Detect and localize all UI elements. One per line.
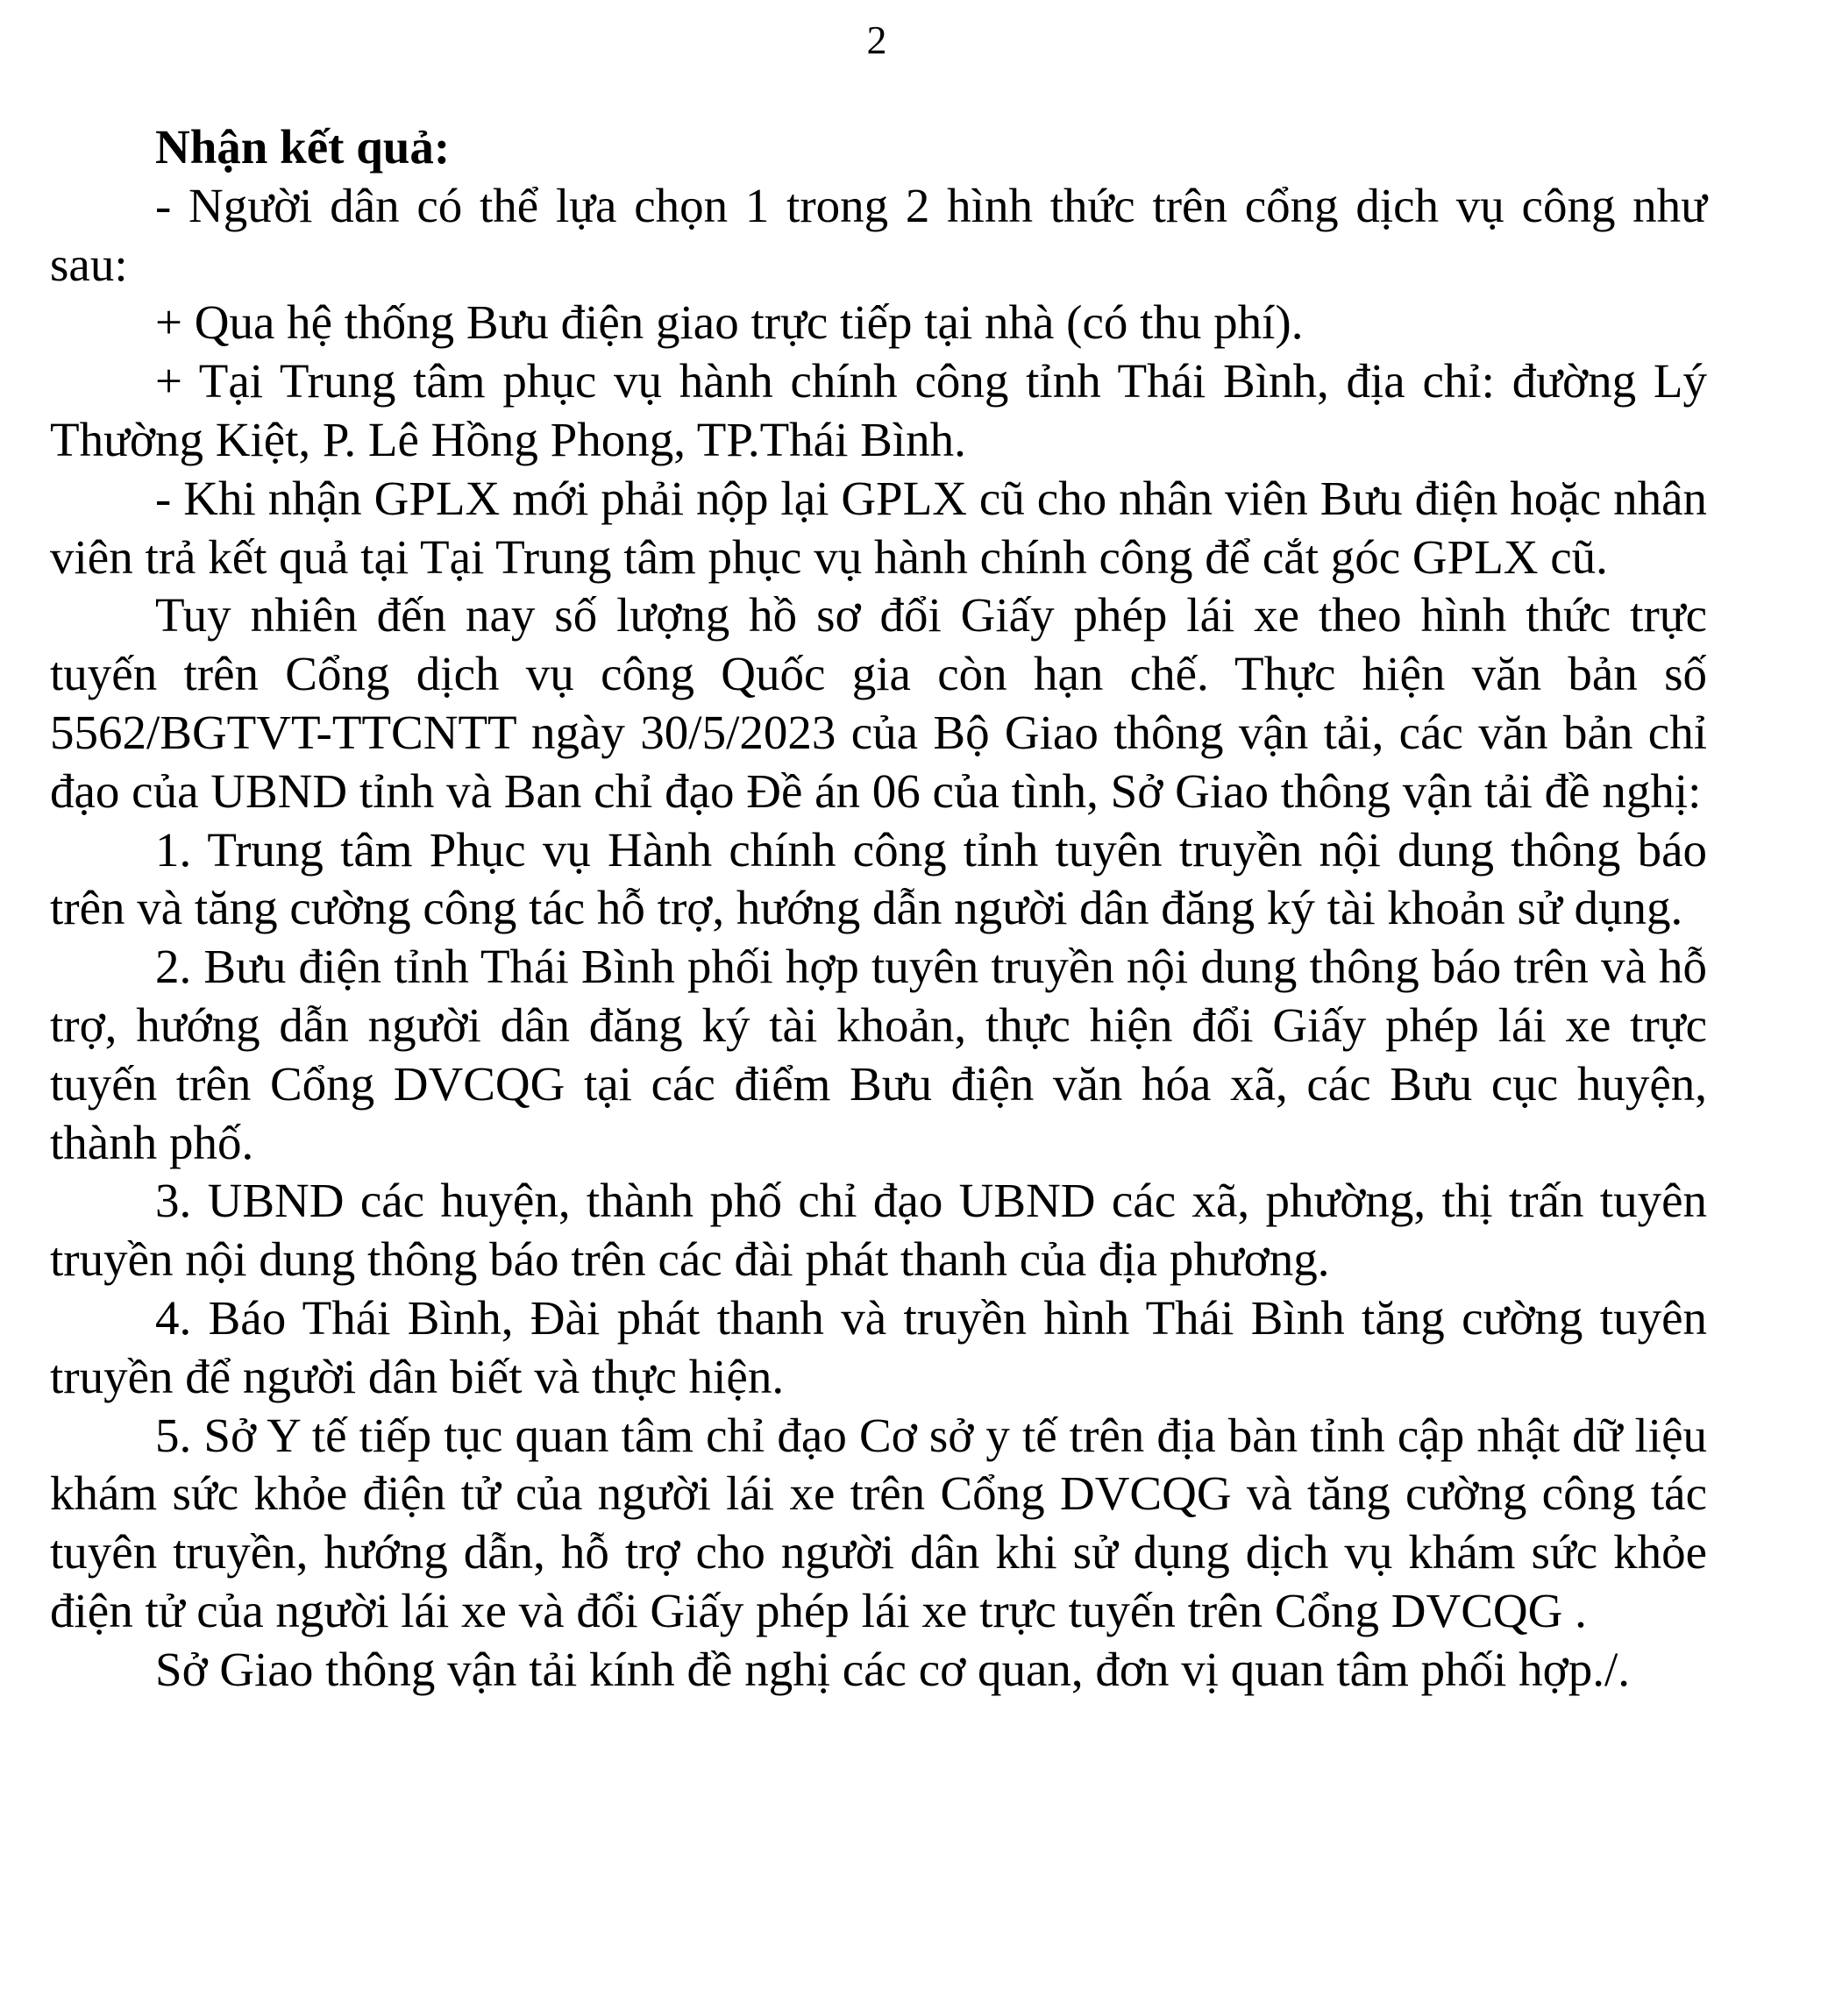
paragraph-closing: Sở Giao thông vận tải kính đề nghị các cơ quan, đơn vị quan tâm phối hợp./. [155,1642,1631,1696]
paragraph-item-3: 3. UBND các huyện, thành phố chỉ đạo UBND các xã, phường, thị trấn tuyên truyền nội dung thông báo trên các đài phát thanh của địa phương. [50,1174,1707,1287]
page-number: 2 [866,18,887,62]
paragraph-item-2: 2. Bưu điện tỉnh Thái Bình phối hợp tuyên truyền nội dung thông báo trên và hỗ trợ, hướng dẫn người dân đăng ký tài khoản, thực hiện đổi Giấy phép lái xe trực tuyến trên Cổng DVCQG tại các điểm Bưu điện văn hóa xã, các Bưu cục huyện, thành phố. [50,940,1707,1169]
paragraph-postal-delivery: + Qua hệ thống Bưu điện giao trực tiếp tại nhà (có thu phí). [155,295,1304,350]
paragraph-service-center: + Tại Trung tâm phục vụ hành chính công tỉnh Thái Bình, địa chỉ: đường Lý Thường Kiệt, P. Lê Hồng Phong, TP.Thái Bình. [50,354,1707,466]
paragraph-context: Tuy nhiên đến nay số lượng hồ sơ đổi Giấy phép lái xe theo hình thức trực tuyến trên Cổng dịch vụ công Quốc gia còn hạn chế. Thực hiện văn bản số 5562/BGTVT-TTCNTT ngày 30/5/2023 của Bộ Giao thông vận tải, các văn bản chỉ đạo của UBND tỉnh và Ban chỉ đạo Đề án 06 của tình, Sở Giao thông vận tải đề nghị: [50,588,1707,818]
section-heading: Nhận kết quả: [155,120,451,174]
paragraph-item-1: 1. Trung tâm Phục vụ Hành chính công tỉnh tuyên truyền nội dung thông báo trên và tăng cường công tác hỗ trợ, hướng dẫn người dân đăng ký tài khoản sử dụng. [50,822,1707,935]
document-body [50,118,1707,1700]
paragraph-item-5: 5. Sở Y tế tiếp tục quan tâm chỉ đạo Cơ sở y tế trên địa bàn tỉnh cập nhật dữ liệu khám sức khỏe điện tử của người lái xe trên Cổng DVCQG và tăng cường công tác tuyên truyền, hướng dẫn, hỗ trợ cho người dân khi sử dụng dịch vụ khám sức khỏe điện tử của người lái xe và đổi Giấy phép lái xe trực tuyến trên Cổng DVCQG . [50,1408,1707,1637]
paragraph-result-options: - Người dân có thể lựa chọn 1 trong 2 hình thức trên cổng dịch vụ công như sau: [50,178,1707,291]
paragraph-item-4: 4. Báo Thái Bình, Đài phát thanh và truyền hình Thái Bình tăng cường tuyên truyền để người dân biết và thực hiện. [50,1290,1707,1403]
paragraph-return-old-license: - Khi nhận GPLX mới phải nộp lại GPLX cũ cho nhân viên Bưu điện hoặc nhân viên trả kết quả tại Tại Trung tâm phục vụ hành chính công để cắt góc GPLX cũ. [50,471,1707,584]
